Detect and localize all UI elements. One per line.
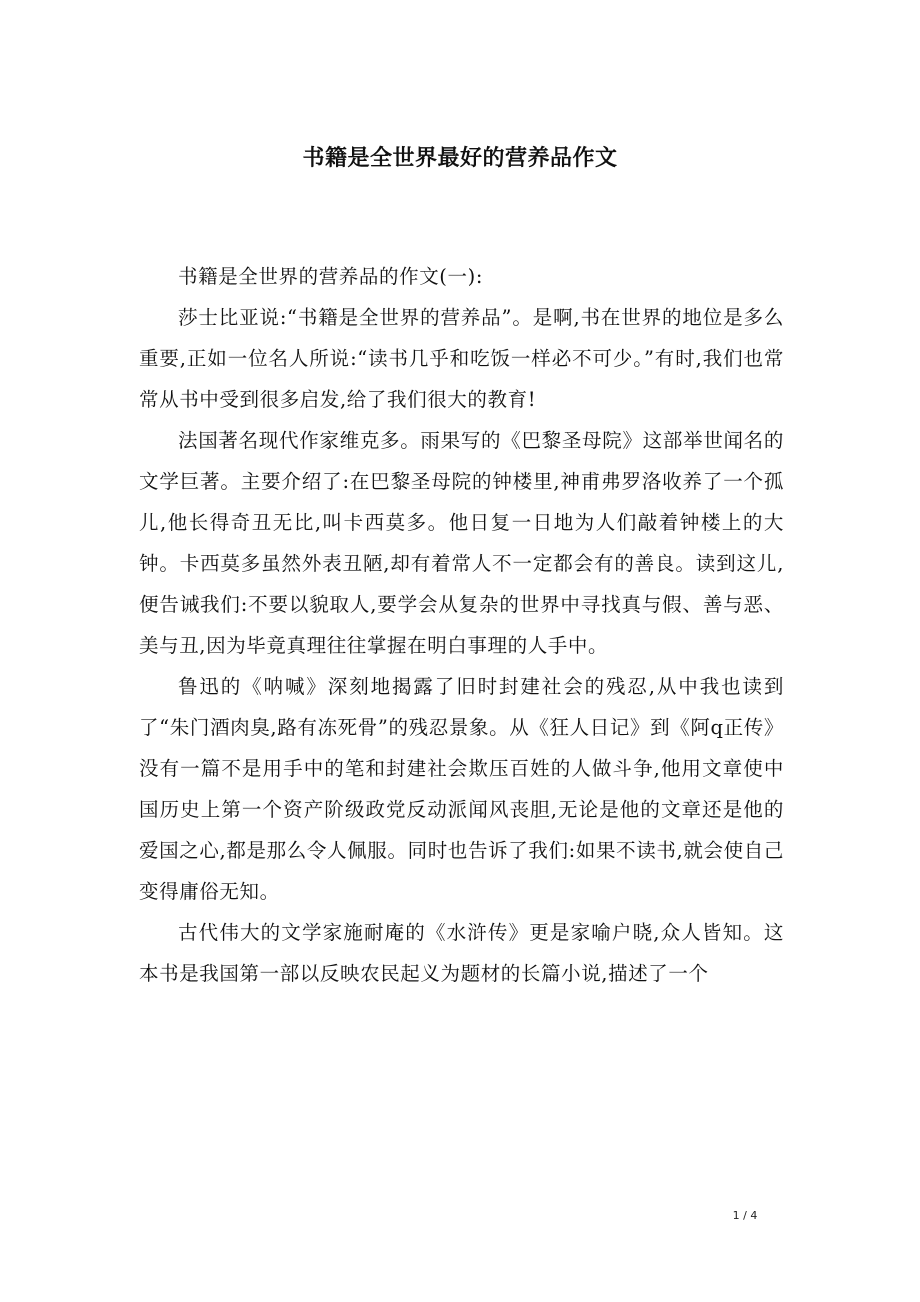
- paragraph-4: 鲁迅的《呐喊》深刻地揭露了旧时封建社会的残忍,从中我也读到了“朱门酒肉臭,路有冻死骨”的残忍景象。从《狂人日记》到《阿q正传》没有一篇不是用手中的笔和封建社会欺压百姓的人做斗争,他用文章使中国历史上第一个资产阶级政党反动派闻风丧胆,无论是他的文章还是他的爱国之心,都是那么令人佩服。同时也告诉了我们:如果不读书,就会使自己变得庸俗无知。: [139, 675, 784, 903]
- paragraph-1: 书籍是全世界的营养品的作文(一):: [178, 265, 483, 288]
- paragraph-3: 法国著名现代作家维克多。雨果写的《巴黎圣母院》这部举世闻名的文学巨著。主要介绍了:在巴黎圣母院的钟楼里,神甫弗罗洛收养了一个孤儿,他长得奇丑无比,叫卡西莫多。他日复一日地为人们敲着钟楼上的大钟。卡西莫多虽然外表丑陋,却有着常人不一定都会有的善良。读到这儿,便告诫我们:不要以貌取人,要学会从复杂的世界中寻找真与假、善与恶、美与丑,因为毕竟真理往往掌握在明白事理的人手中。: [139, 429, 784, 657]
- paragraph-2: 莎士比亚说:“书籍是全世界的营养品”。是啊,书在世界的地位是多么重要,正如一位名人所说:“读书几乎和吃饭一样必不可少。”有时,我们也常常从书中受到很多启发,给了我们很大的教育!: [139, 306, 784, 411]
- page-number: 1 / 4: [732, 1209, 758, 1222]
- paragraph-5: 古代伟大的文学家施耐庵的《水浒传》更是家喻户晓,众人皆知。这本书是我国第一部以反映农民起义为题材的长篇小说,描述了一个: [139, 921, 784, 985]
- document-body: [139, 256, 784, 994]
- document-title: 书籍是全世界最好的营养品作文: [302, 145, 618, 171]
